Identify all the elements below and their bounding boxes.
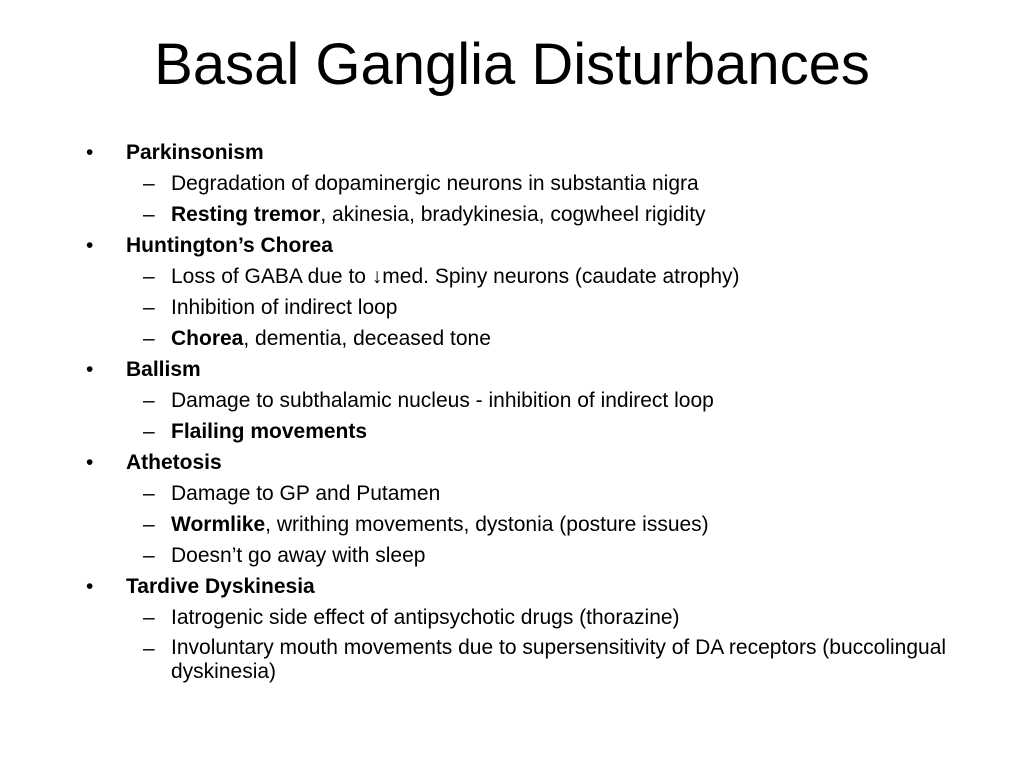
sub-bullet-marker: – [143,482,155,505]
sub-bullet-text [171,172,699,195]
emphasized-text: Chorea [171,327,244,350]
bullet-marker: • [86,575,94,598]
sub-bullet-marker: – [143,637,155,660]
sub-bullet-item [86,323,986,354]
text-run: Iatrogenic side effect of antipsychotic drugs (thorazine) [171,606,680,629]
sub-bullet-item [86,416,986,447]
sub-bullet-text [171,296,397,319]
bullet-heading: Tardive Dyskinesia [126,575,315,598]
sub-bullet-item [86,540,986,571]
bullet-heading: Parkinsonism [126,141,264,164]
emphasized-text: Wormlike [171,513,266,536]
text-run: Involuntary mouth movements due to supersensitivity of DA receptors (buccolingual dyskinesia) [171,636,947,683]
bullet-item [86,571,986,602]
sub-bullet-marker: – [143,203,155,226]
bullet-item [86,447,986,478]
sub-bullet-marker: – [143,296,155,319]
bullet-item [86,230,986,261]
sub-bullet-item [86,509,986,540]
text-run: Damage to subthalamic nucleus - inhibition of indirect loop [171,389,714,412]
sub-bullet-item [86,292,986,323]
bullet-heading: Huntington’s Chorea [126,234,333,257]
text-run: Inhibition of indirect loop [171,296,398,319]
sub-bullet-marker: – [143,389,155,412]
sub-bullet-item [86,261,986,292]
text-run: Doesn’t go away with sleep [171,544,426,567]
sub-bullet-text [171,633,986,684]
text-run: Damage to GP and Putamen [171,482,441,505]
bullet-marker: • [86,358,94,381]
sub-bullet-text [171,544,425,567]
sub-bullet-item [86,168,986,199]
emphasized-text: Flailing movements [171,420,368,443]
sub-bullet-text [171,482,440,505]
sub-bullet-text [171,265,740,288]
bullet-list [86,137,986,684]
sub-bullet-item [86,633,986,684]
sub-bullet-text [171,606,680,629]
text-run: , dementia, deceased tone [243,327,491,350]
sub-bullet-marker: – [143,513,155,536]
sub-bullet-marker: – [143,606,155,629]
text-run: Degradation of dopaminergic neurons in substantia nigra [171,172,699,195]
sub-bullet-marker: – [143,327,155,350]
sub-bullet-marker: – [143,172,155,195]
sub-bullet-marker: – [143,420,155,443]
sub-bullet-marker: – [143,265,155,288]
text-run: , writhing movements, dystonia (posture issues) [265,513,709,536]
text-run: , akinesia, bradykinesia, cogwheel rigidity [320,203,706,226]
text-run: Loss of GABA due to ↓med. Spiny neurons (caudate atrophy) [171,265,740,288]
sub-bullet-text [171,389,714,412]
sub-bullet-item [86,385,986,416]
bullet-heading: Athetosis [126,451,222,474]
emphasized-text: Resting tremor [171,203,321,226]
sub-bullet-text [171,513,709,536]
sub-bullet-text [171,327,491,350]
sub-bullet-item [86,199,986,230]
bullet-heading: Ballism [126,358,201,381]
sub-bullet-item [86,478,986,509]
sub-bullet-text [171,203,706,226]
bullet-marker: • [86,234,94,257]
sub-bullet-marker: – [143,544,155,567]
bullet-item [86,354,986,385]
bullet-item [86,137,986,168]
bullet-marker: • [86,451,94,474]
sub-bullet-text [171,420,367,443]
bullet-marker: • [86,141,94,164]
sub-bullet-item [86,602,986,633]
slide-title: Basal Ganglia Disturbances [154,32,870,97]
